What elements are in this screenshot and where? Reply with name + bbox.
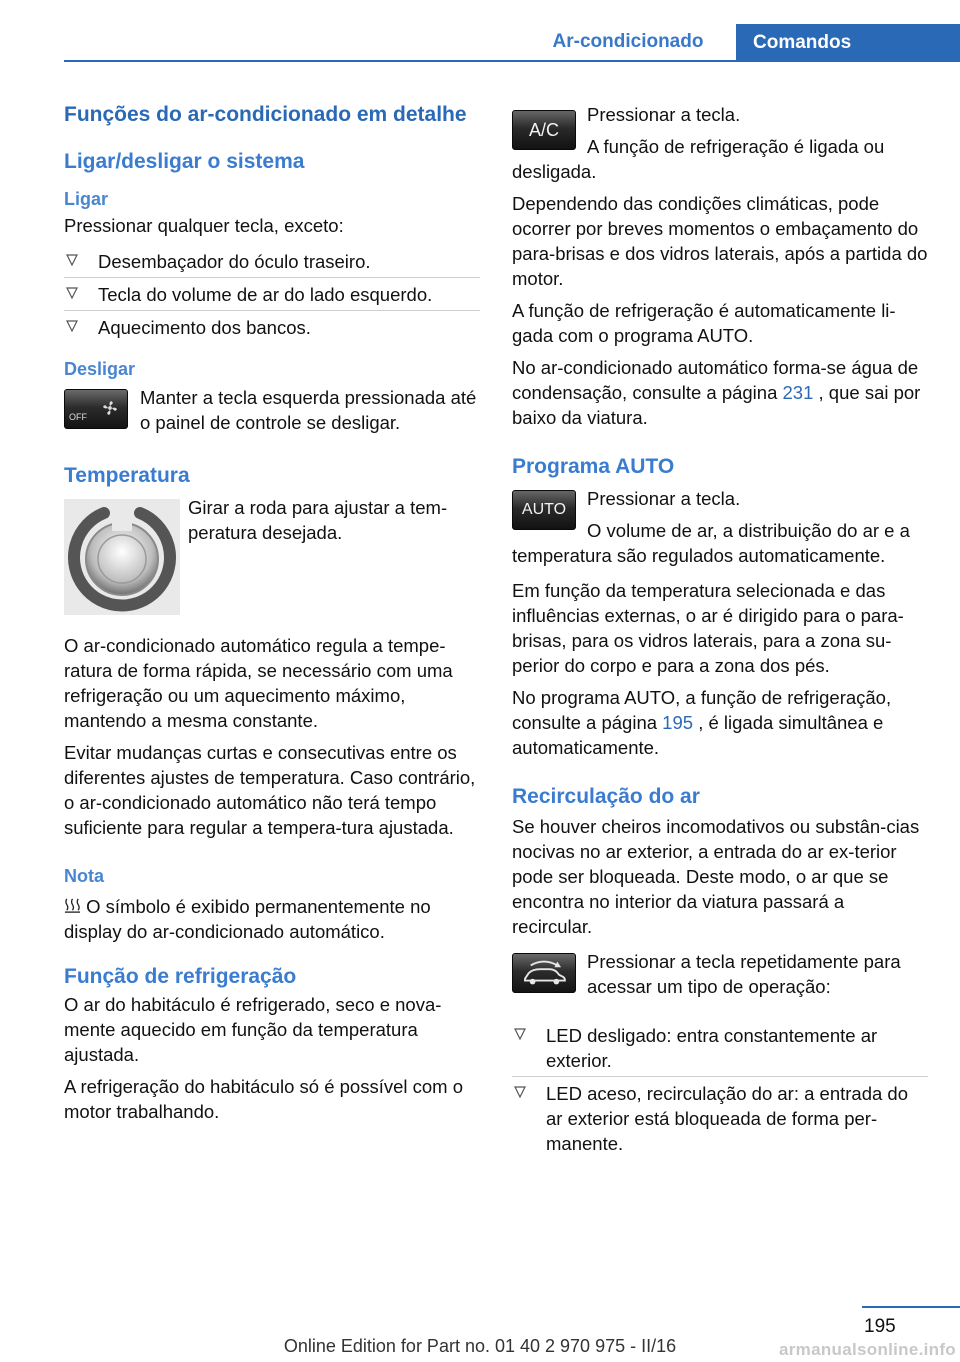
- list-item-text: Aquecimento dos bancos.: [98, 317, 311, 338]
- nota-text: O símbolo é exibido permanentemente no display do ar-condicionado automático.: [64, 896, 431, 942]
- auto-paragraph-1: Em função da temperatura selecionada e das influências externas, o ar é dirigido para o para-brisas, para os vidros laterais, para a zona su-perior do corpo e para a zona dos pés.: [512, 580, 904, 676]
- ac-paragraph-3-start: No ar-condicionado automático forma-se água de condensação, consulte a página: [512, 357, 919, 403]
- list-item-text: Tecla do volume de ar do lado esquerdo.: [98, 284, 433, 305]
- auto-paragraph-2: [512, 685, 928, 760]
- page-link-195[interactable]: 195: [662, 712, 694, 733]
- triangle-bullet-icon: [514, 1086, 526, 1098]
- triangle-bullet-icon: [66, 287, 78, 299]
- auto-paragraph-2-start: No programa AUTO, a função de refrigeração, consulte a página: [512, 687, 892, 733]
- auto-button-image: AUTO: [512, 490, 576, 530]
- refrigeration-heading: Função de refrigeração: [64, 965, 297, 988]
- list-item: [512, 1077, 928, 1159]
- temperature-row: [64, 495, 480, 623]
- auto-paragraph-2-end: , é ligada simultânea e automaticamente.: [512, 712, 884, 758]
- auto-row: [512, 486, 928, 568]
- section-title: Funções do ar-condicionado em detalhe: [64, 103, 467, 126]
- list-item-text: Desembaçador do óculo traseiro.: [98, 251, 371, 272]
- page-number: 195: [864, 1316, 896, 1337]
- ac-button-image: A/C: [512, 110, 576, 150]
- recirculation-paragraph: Se houver cheiros incomodativos ou substân-cias nocivas no ar exterior, a entrada do ar ex-terior pode ser bloqueada. Deste modo, o ar que se encontra no interior da viatura passará a recircular.: [512, 816, 920, 937]
- recirculation-row: [512, 949, 928, 999]
- header-rule: [64, 60, 960, 62]
- ac-paragraph-3-end: , que sai por baixo da viatura.: [512, 382, 921, 428]
- ligar-text: Pressionar qualquer tecla, exceto:: [64, 215, 344, 236]
- list-item-text: LED aceso, recirculação do ar: a entrada do ar exterior está bloqueada de forma per-manente.: [546, 1083, 908, 1154]
- temperature-paragraph-2: Evitar mudanças curtas e consecutivas entre os diferentes ajustes de temperatura. Caso contrário, o ar-condicionado automático não terá tempo suficiente para regular a tempera-tura ajustada.: [64, 742, 476, 838]
- footer-rule: [862, 1306, 960, 1308]
- off-fan-button-image: [64, 389, 128, 429]
- cooling-symbol-icon: [64, 897, 81, 914]
- right-column: [512, 102, 928, 1173]
- ac-paragraph-1: Dependendo das condições climáticas, pode ocorrer por breves momentos o embaçamento do para-brisas e dos vidros laterais, após a partida do motor.: [512, 193, 928, 289]
- recirculation-heading: Recirculação do ar: [512, 785, 700, 808]
- off-label: OFF: [69, 412, 87, 422]
- ligar-heading: Ligar: [64, 189, 109, 209]
- list-item-text: LED desligado: entra constantemente ar exterior.: [546, 1025, 878, 1071]
- page-link-231[interactable]: 231: [782, 382, 814, 403]
- nota-heading: Nota: [64, 866, 104, 886]
- desligar-row: [64, 385, 480, 435]
- list-item: [64, 278, 480, 311]
- refrigeration-paragraph-2: A refrigeração do habitáculo só é possível com o motor trabalhando.: [64, 1076, 464, 1122]
- refrigeration-paragraph-1: O ar do habitáculo é refrigerado, seco e nova-mente aquecido em função da temperatura ajustada.: [64, 994, 442, 1065]
- ac-text-1: Pressionar a tecla.: [587, 104, 741, 125]
- auto-heading: Programa AUTO: [512, 455, 675, 478]
- list-item: [64, 311, 480, 343]
- header-chapter-tab: Comandos: [736, 24, 960, 62]
- recirculation-list: [512, 1019, 928, 1159]
- desligar-heading: Desligar: [64, 359, 136, 379]
- temperature-paragraph-1: O ar-condicionado automático regula a tempe-ratura de forma rápida, se necessário com uma refrigeração ou um aquecimento máximo, mantendo a mesma constante.: [64, 635, 453, 731]
- triangle-bullet-icon: [66, 320, 78, 332]
- temperature-wheel-icon: [64, 499, 180, 615]
- ac-paragraph-2: A função de refrigeração é automaticamente li-gada com o programa AUTO.: [512, 300, 896, 346]
- auto-text-2-content: O volume de ar, a distribuição do ar e a temperatura são regulados automaticamente.: [512, 520, 910, 566]
- list-item: [64, 245, 480, 278]
- onoff-heading: Ligar/desligar o sistema: [64, 150, 305, 173]
- auto-text-1: Pressionar a tecla.: [587, 488, 741, 509]
- watermark: armanualsonline.info: [779, 1340, 956, 1359]
- temperature-heading: Temperatura: [64, 464, 190, 487]
- recirculation-button-image: [512, 953, 576, 993]
- page-header: [0, 0, 960, 62]
- edition-text: Online Edition for Part no. 01 40 2 970 975 - II/16: [283, 1336, 677, 1356]
- ligar-list: [64, 245, 480, 343]
- triangle-bullet-icon: [66, 254, 78, 266]
- ac-paragraph-3: [512, 355, 928, 430]
- temperature-text: Girar a roda para ajustar a tem-peratura desejada.: [188, 497, 448, 543]
- list-item: [512, 1019, 928, 1077]
- ac-row: [512, 102, 928, 184]
- fan-icon: [99, 397, 121, 419]
- header-section-title: Ar-condicionado: [552, 31, 704, 52]
- ac-text-2-content: A função de refrigeração é ligada ou desligada.: [512, 136, 885, 182]
- desligar-text: Manter a tecla esquerda pressionada até o painel de controle se desligar.: [140, 387, 477, 433]
- car-recirculation-icon: [513, 954, 575, 992]
- nota-paragraph: [64, 894, 480, 944]
- left-column: [64, 102, 480, 1131]
- temperature-knob-image: [64, 499, 180, 615]
- recirculation-text: Pressionar a tecla repetidamente para acessar um tipo de operação:: [587, 951, 901, 997]
- triangle-bullet-icon: [514, 1028, 526, 1040]
